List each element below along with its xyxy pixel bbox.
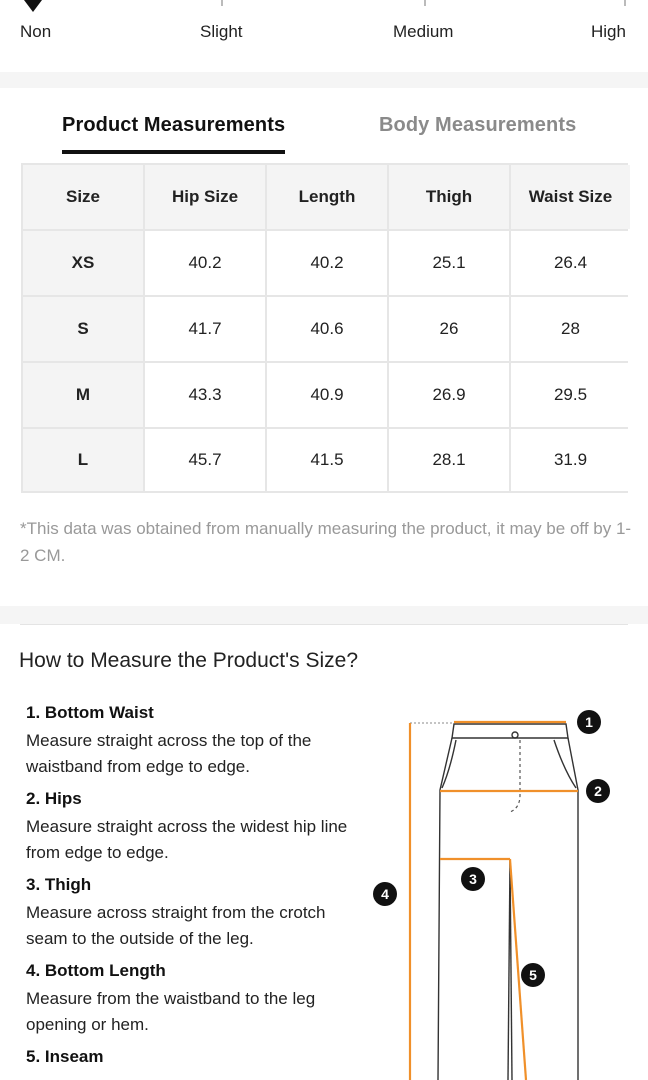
column-header: Size bbox=[23, 165, 145, 229]
tab-body-measurements[interactable]: Body Measurements bbox=[379, 114, 577, 136]
marker-group bbox=[373, 710, 610, 987]
marker-5-label: 5 bbox=[529, 967, 537, 983]
step-title: 5. Inseam bbox=[26, 1047, 104, 1066]
button-icon bbox=[512, 732, 518, 738]
table-row bbox=[23, 229, 628, 295]
stretch-label-high: High bbox=[591, 22, 626, 41]
column-header: Hip Size bbox=[145, 165, 267, 229]
step-item bbox=[26, 702, 366, 780]
size-table bbox=[21, 163, 628, 493]
marker-4-label: 4 bbox=[381, 886, 389, 902]
stretch-tick bbox=[624, 0, 626, 6]
right-outer-seam bbox=[568, 738, 578, 1080]
table-row bbox=[23, 361, 628, 427]
stretch-scale bbox=[0, 0, 648, 72]
pants-measurement-diagram bbox=[360, 700, 648, 1080]
size-cell: M bbox=[23, 363, 145, 427]
column-header: Waist Size bbox=[511, 165, 630, 229]
table-cell: 41.7 bbox=[145, 297, 267, 361]
table-cell: 41.5 bbox=[267, 429, 389, 491]
table-cell: 26.4 bbox=[553, 253, 588, 272]
table-cell: 40.2 bbox=[145, 231, 267, 295]
measurement-tabs bbox=[0, 88, 648, 158]
stretch-selected-marker-icon bbox=[24, 0, 42, 12]
table-cell: 40.2 bbox=[267, 231, 389, 295]
table-cell: 31.9 bbox=[553, 450, 588, 469]
table-cell: 45.7 bbox=[145, 429, 267, 491]
table-cell: 29.5 bbox=[553, 385, 588, 404]
section-divider bbox=[0, 606, 648, 624]
step-title: 2. Hips bbox=[26, 789, 82, 808]
step-description: Measure straight across the top of the waistband from edge to edge. bbox=[26, 731, 312, 776]
step-item bbox=[26, 1046, 366, 1068]
table-cell: 40.9 bbox=[267, 363, 389, 427]
table-row bbox=[23, 427, 628, 493]
step-description: Measure from the waistband to the leg opening or hem. bbox=[26, 989, 316, 1034]
measurement-disclaimer: *This data was obtained from manually measuring the product, it may be off by 1-2 CM. bbox=[20, 519, 632, 565]
table-cell: 28 bbox=[561, 319, 580, 338]
stretch-label-medium: Medium bbox=[393, 22, 454, 41]
fly-stitch bbox=[510, 740, 520, 812]
howto-title: How to Measure the Product's Size? bbox=[19, 649, 359, 672]
table-cell: 26.9 bbox=[389, 363, 511, 427]
table-cell: 26 bbox=[389, 297, 511, 361]
divider-line bbox=[20, 624, 628, 625]
size-cell: XS bbox=[23, 231, 145, 295]
step-title: 1. Bottom Waist bbox=[26, 703, 154, 722]
left-outer-seam bbox=[438, 738, 452, 1080]
left-pocket bbox=[442, 740, 456, 788]
column-header: Thigh bbox=[389, 165, 511, 229]
tab-product-measurements[interactable]: Product Measurements bbox=[62, 114, 286, 136]
step-item bbox=[26, 960, 366, 1038]
measure-steps-list bbox=[26, 702, 366, 1076]
column-header: Length bbox=[267, 165, 389, 229]
stretch-tick bbox=[424, 0, 426, 6]
marker-2-label: 2 bbox=[594, 783, 602, 799]
size-cell: S bbox=[23, 297, 145, 361]
size-cell: L bbox=[23, 429, 145, 491]
step-description: Measure across straight from the crotch seam to the outside of the leg. bbox=[26, 903, 326, 948]
marker-3-label: 3 bbox=[469, 871, 477, 887]
stretch-tick bbox=[221, 0, 223, 6]
step-item bbox=[26, 788, 366, 866]
marker-1-label: 1 bbox=[585, 714, 593, 730]
step-description: Measure straight across the widest hip line from edge to edge. bbox=[26, 817, 348, 862]
waistband-outline bbox=[452, 724, 568, 738]
stretch-label-slight: Slight bbox=[200, 22, 243, 41]
section-divider bbox=[0, 72, 648, 88]
table-cell: 43.3 bbox=[145, 363, 267, 427]
inseam-line-2 bbox=[508, 860, 510, 1080]
stretch-label-non: Non bbox=[20, 22, 52, 41]
table-header-row bbox=[23, 163, 628, 229]
step-title: 3. Thigh bbox=[26, 875, 92, 894]
table-cell: 28.1 bbox=[389, 429, 511, 491]
table-cell: 40.6 bbox=[267, 297, 389, 361]
step-title: 4. Bottom Length bbox=[26, 961, 166, 980]
step-item bbox=[26, 874, 366, 952]
table-row bbox=[23, 295, 628, 361]
table-cell: 25.1 bbox=[389, 231, 511, 295]
